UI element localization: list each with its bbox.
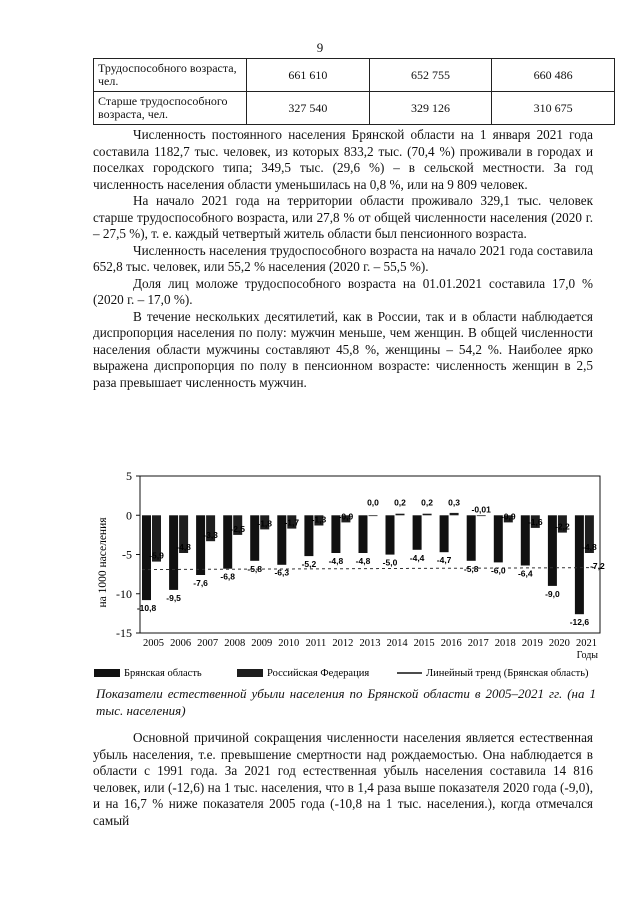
legend-swatch-bryansk: [94, 669, 120, 677]
x-tick-label: 2015: [413, 638, 435, 649]
data-label-bryansk: -4,4: [409, 552, 425, 563]
y-tick-label: -5: [122, 547, 132, 562]
data-label-russia: -2,5: [230, 523, 246, 534]
data-label-russia: 0,3: [448, 497, 461, 508]
bar-bryansk: [575, 515, 584, 614]
data-label-russia: 0,2: [394, 497, 406, 508]
bar-bryansk: [440, 515, 449, 552]
paragraph: Численность постоянного населения Брянской области на 1 января 2021 года составила 1182,7 тыс. человек, из которых 833,2 тыс. (70,4 %) проживали в городах и поселках городского типа; 349,5 тыс. (29,6 %) – в сельской местности. За год численность населения области уменьшилась на 0,8 %, или на 9 809 человек.: [93, 127, 593, 192]
data-label-russia: -4,8: [176, 541, 191, 552]
x-tick-label: 2014: [386, 638, 408, 649]
y-tick-label: 0: [126, 508, 132, 523]
paragraph: Основной причиной сокращения численности населения является естественная убыль населения, т.е. превышение смертности над рождаемостью. Она наблюдается в области с 1991 года. За 2021 год естественная убыль населения составила 14 816 человек, или (-12,6) на 1 тыс. населения, что в 1,4 раза выше показателя 2020 года (-9,0), и на 16,7 % ниже показателя 2005 года (-10,8 на 1 тыс. населения.), когда отмечался самый: [93, 730, 593, 828]
x-tick-label: 2012: [332, 638, 354, 649]
population-table: [93, 58, 615, 125]
y-tick-label: -15: [116, 626, 132, 640]
data-label-bryansk: -7,6: [193, 577, 208, 588]
data-label-russia: -0,9: [338, 511, 354, 522]
paragraph: В течение нескольких десятилетий, как в России, так и в области наблюдается диспропорция населения по полу: мужчин меньше, чем женщин. В общей численности населения области мужчины составляют 45,8 %, женщины – 54,2 %. Наиболее ярко выражена диспропорция по полу в пенсионном возрасте: численность женщин в 2,5 раза превышает численность мужчин.: [93, 308, 593, 390]
x-axis-label: Годы: [576, 650, 598, 661]
data-label-bryansk: -6,4: [517, 568, 533, 579]
legend-label-trend: Линейный тренд (Брянская область): [426, 668, 589, 679]
chart-caption: Показатели естественной убыли населения по Брянской области в 2005–2021 гг. (на 1 тыс. населения): [96, 686, 596, 718]
x-tick-label: 2017: [467, 638, 489, 649]
data-label-bryansk: -12,6: [569, 617, 590, 628]
data-label-bryansk: -4,8: [355, 555, 371, 566]
bar-bryansk: [386, 515, 395, 554]
x-tick-label: 2005: [143, 638, 164, 649]
x-tick-label: 2021: [576, 638, 597, 649]
table-cell: 329 126: [369, 92, 492, 125]
data-label-bryansk: -10,8: [136, 603, 157, 613]
x-tick-label: 2018: [494, 638, 516, 649]
bar-russia: [423, 514, 432, 516]
table-row: [94, 59, 615, 92]
bar-bryansk: [467, 515, 476, 561]
x-tick-label: 2008: [224, 638, 246, 649]
data-label-russia: -5,9: [149, 550, 164, 561]
x-tick-label: 2010: [278, 638, 300, 649]
x-tick-label: 2019: [521, 638, 543, 649]
legend-swatch-russia: [237, 669, 263, 677]
body-text-continued: [93, 730, 593, 829]
data-label-bryansk: -4,8: [328, 555, 344, 566]
body-text: [93, 127, 593, 391]
x-tick-label: 2006: [170, 638, 192, 649]
x-tick-label: 2020: [548, 638, 570, 649]
table-cell: 652 755: [369, 59, 492, 92]
page-number: 9: [316, 40, 324, 55]
data-label-bryansk: -6,0: [490, 565, 506, 576]
table-cell: 327 540: [247, 92, 370, 125]
data-label-russia: -1,7: [284, 517, 300, 528]
data-label-bryansk: -6,3: [274, 567, 290, 578]
bar-russia: [477, 515, 486, 516]
paragraph: На начало 2021 года на территории области проживало 329,1 тыс. человек старше трудоспособного возраста, или 27,8 % от общей численности населения (2020 г. – 27,5 %), т. е. каждый четвертый житель области был пенсионного возраста.: [93, 193, 593, 241]
data-label-russia: -2,2: [555, 521, 570, 532]
x-tick-label: 2011: [305, 638, 327, 649]
paragraph: Численность населения трудоспособного возраста на начало 2021 года составила 652,8 тыс. человек, или 55,2 % населения (2020 г. – 55,5 %).: [93, 242, 593, 274]
data-label-russia: -1,3: [311, 514, 327, 525]
data-label-bryansk: -5,0: [382, 557, 398, 568]
y-tick-label: -10: [116, 586, 132, 601]
data-label-russia: 0,0: [367, 497, 379, 508]
y-axis-label: на 1000 населения: [97, 517, 109, 608]
legend-label-russia: Российская Федерация: [267, 668, 370, 679]
data-label-russia: -1,6: [527, 516, 543, 527]
table-cell: 310 675: [492, 92, 615, 125]
data-label-bryansk: -9,5: [166, 592, 181, 603]
table-cell-label: Трудоспособного возраста, чел.: [94, 59, 247, 92]
bar-russia: [369, 515, 378, 516]
natural-decline-chart: [92, 468, 605, 683]
data-label-bryansk: -6,8: [220, 571, 236, 582]
table-cell: 661 610: [247, 59, 370, 92]
table-cell-label: Старше трудоспособного возраста, чел.: [94, 92, 247, 125]
x-tick-label: 2016: [440, 638, 462, 649]
x-tick-label: 2009: [251, 638, 273, 649]
data-label-russia: -4,8: [582, 541, 597, 552]
bar-bryansk: [169, 515, 178, 590]
table-cell: 660 486: [492, 59, 615, 92]
legend-label-bryansk: Брянская область: [124, 668, 202, 679]
bar-bryansk: [494, 515, 503, 562]
data-label-bryansk: -4,7: [436, 555, 452, 566]
data-label-russia: -3,3: [203, 530, 218, 541]
bar-bryansk: [359, 515, 368, 553]
bar-russia: [450, 513, 459, 515]
x-tick-label: 2007: [197, 638, 219, 649]
data-label-russia: -1,8: [257, 518, 273, 529]
x-tick-label: 2013: [359, 638, 381, 649]
paragraph: Доля лиц моложе трудоспособного возраста на 01.01.2021 составила 17,0 % (2020 г. – 17,0 %).: [93, 275, 593, 307]
data-label-bryansk: -5,8: [463, 563, 479, 574]
table-row: [94, 92, 615, 125]
data-label-russia: -0,9: [500, 511, 516, 522]
bar-bryansk: [196, 515, 205, 575]
bar-russia: [396, 514, 405, 516]
data-label-russia: 0,2: [421, 497, 434, 508]
data-label-bryansk: -5,8: [247, 563, 263, 574]
data-label-russia: -7,2: [590, 560, 605, 571]
data-label-bryansk: -9,0: [545, 588, 560, 599]
bar-bryansk: [413, 515, 422, 550]
y-tick-label: 5: [126, 469, 132, 483]
data-label-russia: -0,01: [471, 504, 491, 515]
data-label-bryansk: -5,2: [301, 559, 317, 570]
